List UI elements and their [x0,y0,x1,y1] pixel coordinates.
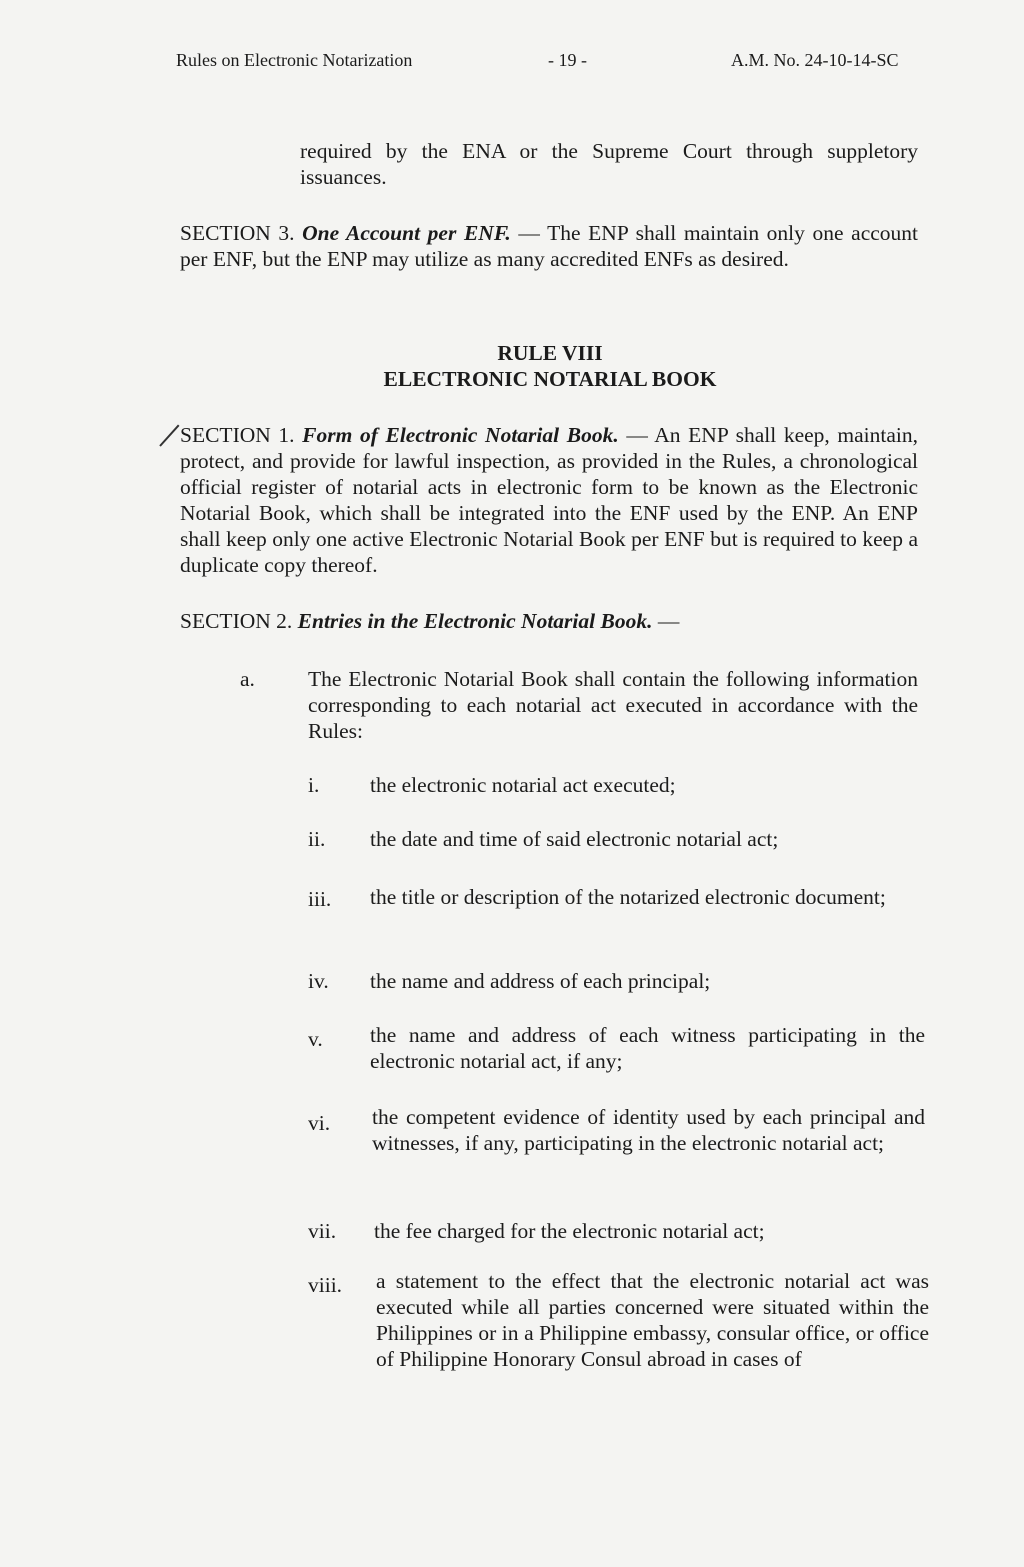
list-item-text: the title or description of the notarized electronic document; [370,885,886,909]
list-item-text: the competent evidence of identity used by each principal and witnesses, if any, participating in the electronic notarial act; [372,1105,925,1155]
list-item-text: the electronic notarial act executed; [370,773,676,797]
pen-mark [159,425,179,447]
list-item-text: the name and address of each principal; [370,969,711,993]
section-2-heading [180,608,918,634]
section-1-paragraph [180,422,918,578]
section-3-label: SECTION 3. [180,221,295,245]
list-item-marker: vi. [308,1111,331,1135]
paragraph-a-marker: a. [240,667,255,691]
section-2-dash: — [657,609,680,633]
list-item-text: the fee charged for the electronic notarial act; [374,1219,765,1243]
list-item-marker: v. [308,1027,323,1051]
rule-title: ELECTRONIC NOTARIAL BOOK [383,367,717,391]
paragraph-a-text: The Electronic Notarial Book shall contain the following information corresponding to each notarial act executed in accordance with the Rules: [308,667,918,743]
section-1-title: Form of Electronic Notarial Book. [302,423,619,447]
section-2-label: SECTION 2. [180,609,293,633]
list-item-text: the name and address of each witness participating in the electronic notarial act, if any; [370,1023,925,1073]
section-3-body: — The ENP shall maintain only one account per ENF, but the ENP may utilize as many accredited ENFs as desired. [180,221,919,271]
list-item-marker: i. [308,773,320,797]
section-3-title: One Account per ENF. [302,221,511,245]
case-number: A.M. No. 24-10-14-SC [731,50,899,70]
rule-number: RULE VIII [497,341,603,365]
list-item-marker: iii. [308,887,332,911]
section-1-body: — An ENP shall keep, maintain, protect, and provide for lawful inspection, as provided in the Rules, a chronological official register of notarial acts in electronic form to be known as the Electronic Notarial Book, which shall be integrated into the ENF used by the ENP. An ENP shall keep only one active Electronic Notarial Book per ENF but is required to keep a duplicate copy thereof. [180,423,919,577]
list-item-marker: iv. [308,969,329,993]
continuation-paragraph: required by the ENA or the Supreme Court through suppletory issuances. [300,139,918,189]
list-item-text: the date and time of said electronic notarial act; [370,827,779,851]
section-1-label: SECTION 1. [180,423,295,447]
list-item-text: a statement to the effect that the electronic notarial act was executed while all parties concerned were situated within the Philippines or in a Philippine embassy, consular office, or office of Philippine Honorary Consul abroad in cases of [376,1269,929,1371]
list-item-marker: vii. [308,1219,337,1243]
section-3-paragraph [180,220,918,272]
list-item-marker: ii. [308,827,326,851]
section-2-title: Entries in the Electronic Notarial Book. [297,609,653,633]
list-item-marker: viii. [308,1273,343,1297]
header-title: Rules on Electronic Notarization [176,50,413,70]
page-number: - 19 - [548,50,587,70]
